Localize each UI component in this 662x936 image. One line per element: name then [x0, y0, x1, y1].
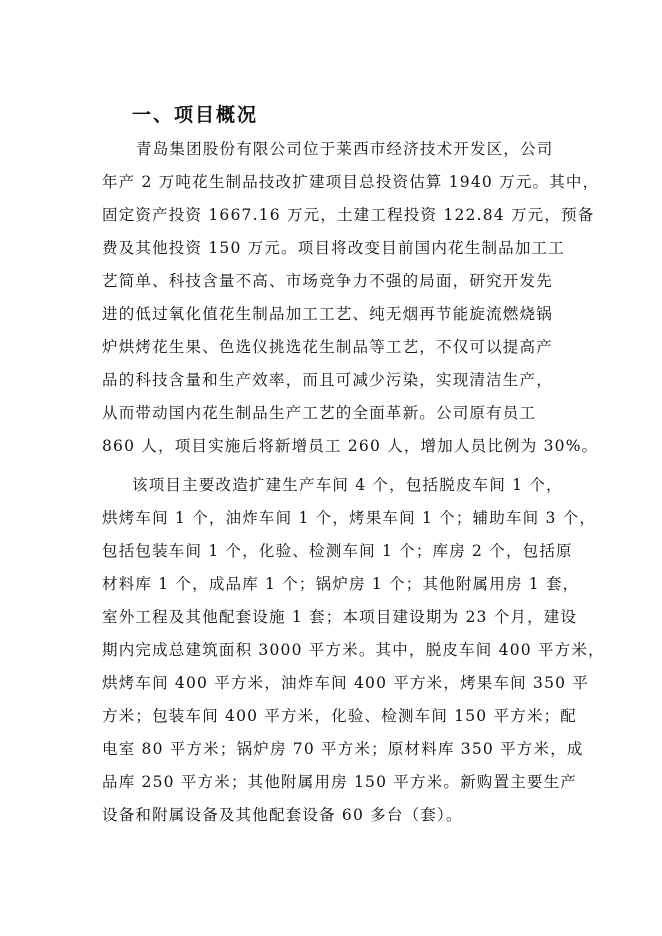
paragraph-1-line-8: 品的科技含量和生产效率，而且可减少污染，实现清洁生产， [102, 371, 553, 389]
paragraph-2-line-4: 材料库 1 个，成品库 1 个；锅炉房 1 个；其他附属用房 1 套， [102, 575, 580, 593]
paragraph-1-line-6: 进的低过氧化值花生制品加工工艺、纯无烟再节能旋流燃烧锅 [102, 305, 553, 323]
paragraph-2-line-2: 烘烤车间 1 个，油炸车间 1 个，烤果车间 1 个；辅助车间 3 个， [102, 509, 597, 527]
paragraph-1-line-1: 青岛集团股份有限公司位于莱西市经济技术开发区，公司 [136, 140, 554, 158]
paragraph-2-line-8: 方米；包装车间 400 平方米，化验、检测车间 150 平方米；配 [102, 707, 577, 725]
paragraph-2-line-3: 包括包装车间 1 个，化验、检测车间 1 个；库房 2 个，包括原 [102, 542, 573, 560]
paragraph-1-line-4: 费及其他投资 150 万元。项目将改变目前国内花生制品加工工 [102, 239, 565, 257]
paragraph-2-line-6: 期内完成总建筑面积 3000 平方米。其中，脱皮车间 400 平方米， [102, 641, 605, 659]
paragraph-1-line-9: 从而带动国内花生制品生产工艺的全面革新。公司原有员工 [102, 404, 537, 422]
paragraph-1-line-7: 炉烘烤花生果、色选仪挑选花生制品等工艺，不仅可以提高产 [102, 338, 553, 356]
paragraph-2-line-11: 设备和附属设备及其他配套设备 60 多台（套）。 [102, 806, 463, 824]
paragraph-1-line-5: 艺简单、科技含量不高、市场竞争力不强的局面，研究开发先 [102, 272, 553, 290]
paragraph-2-line-5: 室外工程及其他配套设施 1 套；本项目建设期为 23 个月，建设 [102, 608, 578, 626]
section-heading: 一、项目概况 [132, 104, 259, 126]
paragraph-2-line-1: 该项目主要改造扩建生产车间 4 个，包括脱皮车间 1 个， [132, 476, 563, 494]
paragraph-2-line-7: 烘烤车间 400 平方米，油炸车间 400 平方米，烤果车间 350 平 [102, 674, 590, 692]
paragraph-1-line-2: 年产 2 万吨花生制品技改扩建项目总投资估算 1940 万元。其中， [102, 173, 600, 191]
paragraph-2-line-10: 品库 250 平方米；其他附属用房 150 平方米。新购置主要生产 [102, 773, 577, 791]
paragraph-1-line-10: 860 人，项目实施后将新增员工 260 人，增加人员比例为 30%。 [102, 437, 599, 455]
paragraph-2-line-9: 电室 80 平方米；锅炉房 70 平方米；原材料库 350 平方米，成 [102, 740, 584, 758]
paragraph-1-line-3: 固定资产投资 1667.16 万元，土建工程投资 122.84 万元，预备 [102, 206, 595, 224]
